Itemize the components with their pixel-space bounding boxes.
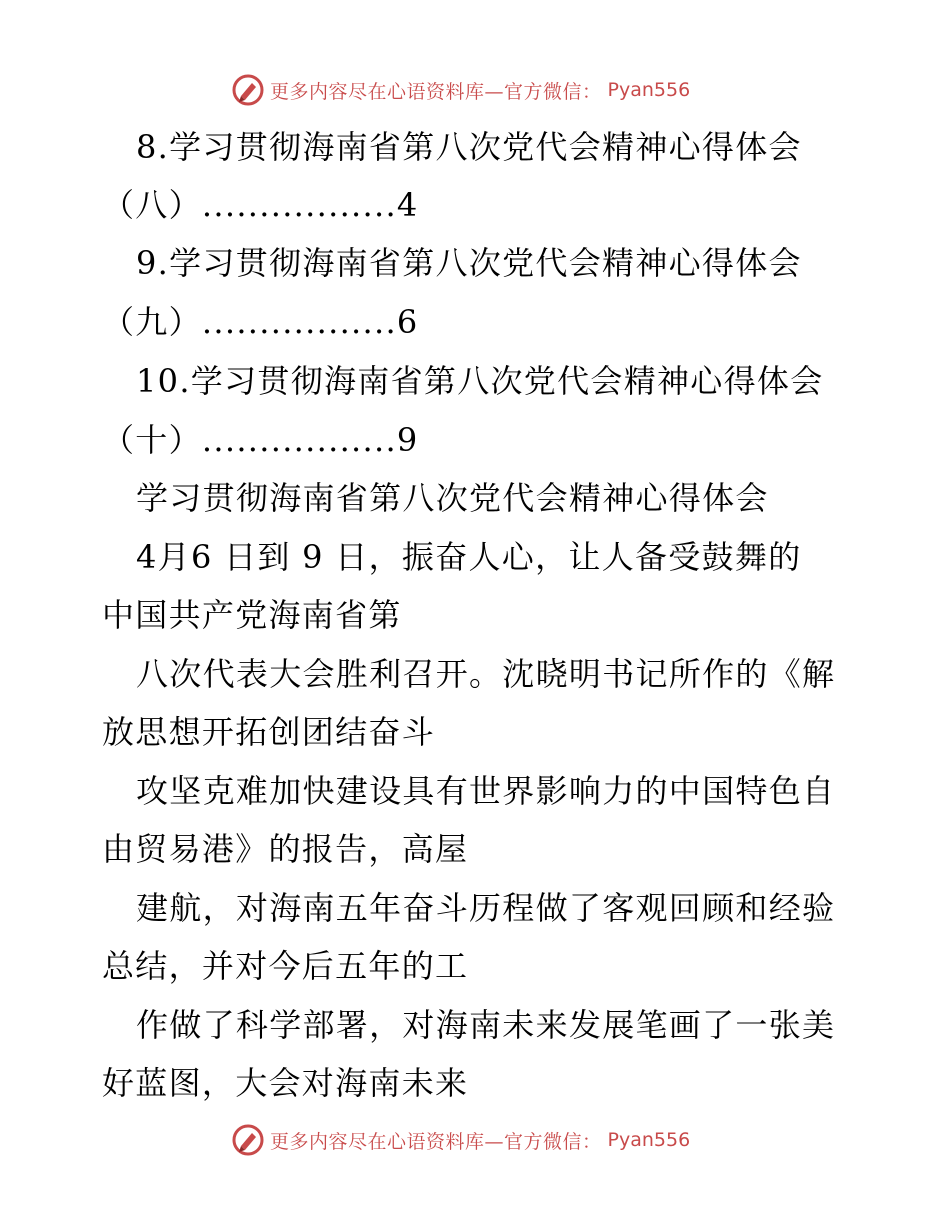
article-line: 中国共产党海南省第 (102, 596, 402, 634)
toc-entry-8-title: 8.学习贯彻海南省第八次党代会精神心得体会 (136, 128, 802, 166)
brand-logo-icon (232, 1124, 264, 1156)
article-line: 放思想开拓创团结奋斗 (102, 713, 436, 751)
banner-text: 更多内容尽在心语资料库—官方微信： (270, 80, 602, 103)
article-line: 八次代表大会胜利召开。沈晓明书记所作的《解 (136, 655, 836, 693)
article-line: 好蓝图，大会对海南未来 (102, 1064, 469, 1102)
header-banner (232, 73, 712, 107)
toc-entry-10-title: 10.学习贯彻海南省第八次党代会精神心得体会 (136, 362, 824, 400)
article-line: 建航，对海南五年奋斗历程做了客观回顾和经验 (136, 889, 836, 927)
brand-logo-icon (232, 74, 264, 106)
banner-wechat-id: Pyan556 (607, 1129, 691, 1151)
banner-text: 更多内容尽在心语资料库—官方微信： (270, 1130, 602, 1153)
article-line: 作做了科学部署，对海南未来发展笔画了一张美 (136, 1006, 836, 1044)
toc-entry-8-suffix: （八）.................4 (102, 186, 419, 224)
toc-entry-9-title: 9.学习贯彻海南省第八次党代会精神心得体会 (136, 244, 802, 282)
article-line: 总结，并对今后五年的工 (102, 947, 469, 985)
article-heading: 学习贯彻海南省第八次党代会精神心得体会 (136, 479, 769, 517)
article-line: 攻坚克难加快建设具有世界影响力的中国特色自 (136, 772, 836, 810)
toc-entry-10-suffix: （十）.................9 (102, 421, 419, 459)
article-line: 由贸易港》的报告，高屋 (102, 830, 469, 868)
article-line: 4月6 日到 9 日，振奋人心，让人备受鼓舞的 (136, 538, 802, 576)
footer-banner (232, 1123, 712, 1157)
banner-wechat-id: Pyan556 (607, 79, 691, 101)
toc-entry-9-suffix: （九）.................6 (102, 303, 419, 341)
